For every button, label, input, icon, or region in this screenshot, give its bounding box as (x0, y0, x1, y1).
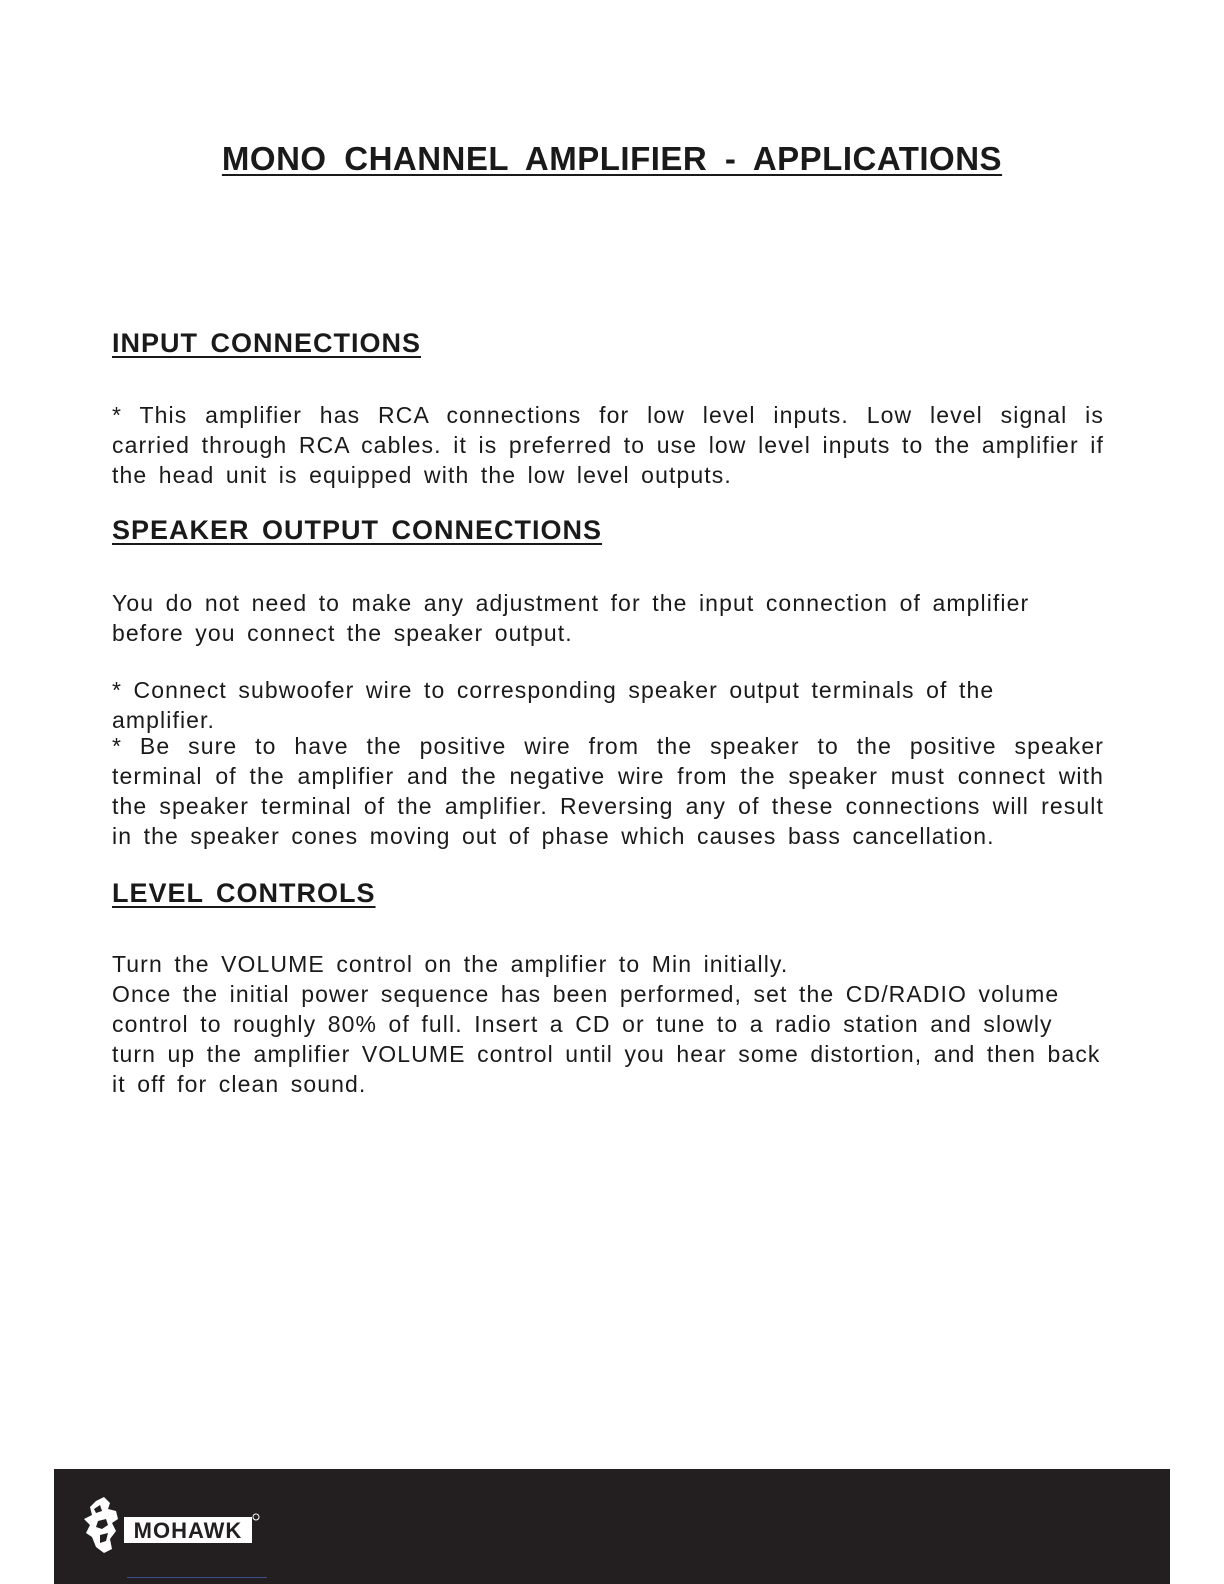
paragraph-input-connections: * This amplifier has RCA connections for low level inputs. Low level signal is carried through RCA cables. it is preferred to use low level inputs to the amplifier if the head unit is equipped with the low level outputs. (112, 402, 1104, 488)
paragraph-level-procedure: Once the initial power sequence has been performed, set the CD/RADIO volume control to roughly 80% of full. Insert a CD or tune to a radio station and slowly turn up the amplifier VOLUME control until you hear some distortion, and then back it off for clean sound. (112, 981, 1101, 1097)
paragraph-subwoofer-wire: * Connect subwoofer wire to corresponding speaker output terminals of the amplifier. (112, 677, 995, 733)
paragraph-speaker-output-intro: You do not need to make any adjustment for the input connection of amplifier before you connect the speaker output. (112, 590, 1030, 646)
section-heading-input-connections: INPUT CONNECTIONS (112, 328, 422, 358)
footer-bar (54, 1469, 1170, 1584)
section-heading-speaker-output: SPEAKER OUTPUT CONNECTIONS (112, 515, 603, 545)
paragraph-polarity-warning: * Be sure to have the positive wire from the speaker to the positive speaker terminal of the amplifier and the negative wire from the speaker must connect with the speaker terminal of the amplifier. Reversing any of these connections will result in the speaker cones moving out of phase which causes bass cancellation. (112, 733, 1104, 849)
svg-text:MOHAWK: MOHAWK (133, 1518, 243, 1543)
footer-divider-line (127, 1577, 267, 1578)
section-heading-level-controls: LEVEL CONTROLS (112, 878, 376, 908)
paragraph-volume-min: Turn the VOLUME control on the amplifier to Min initially. (112, 951, 789, 977)
page-title: MONO CHANNEL AMPLIFIER - APPLICATIONS (221, 140, 1003, 177)
mohawk-logo (82, 1495, 282, 1555)
